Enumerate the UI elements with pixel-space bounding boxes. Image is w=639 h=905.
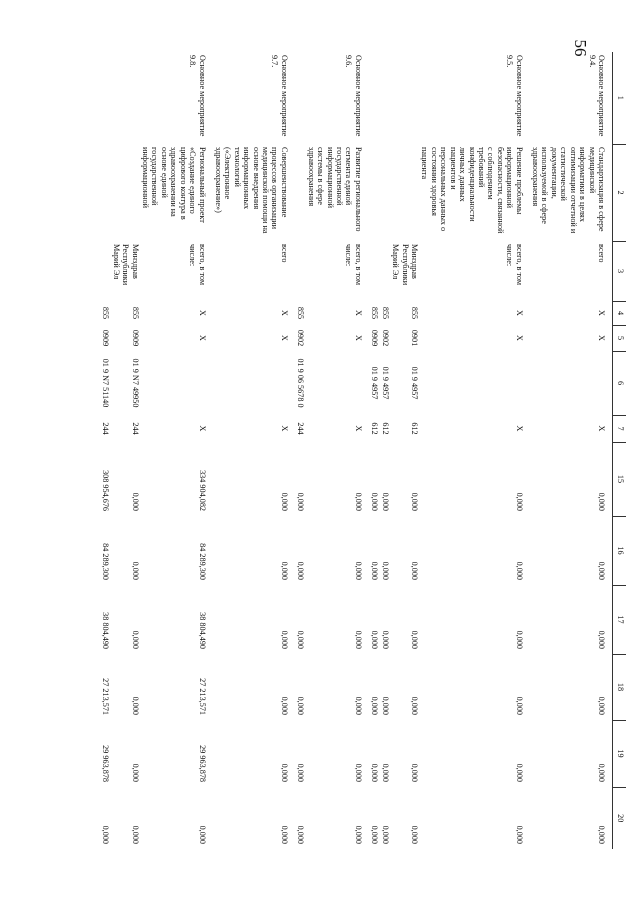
- table-cell: 0,000: [279, 492, 289, 511]
- table-cell: [295, 144, 305, 241]
- table-cell: [369, 52, 379, 144]
- table-cell: 855: [380, 306, 390, 320]
- column-header: 17: [613, 585, 627, 654]
- column-header: 7: [613, 415, 627, 442]
- table-cell: 01 9 4957: [380, 366, 390, 400]
- table-cell: Основное мероприятие 9.4.: [587, 55, 606, 137]
- table-cell: 612: [409, 422, 419, 435]
- table-cell: 0,000: [279, 763, 289, 782]
- column-header: 4: [613, 301, 627, 325]
- table-cell: [100, 241, 110, 301]
- table-cell: X: [597, 335, 606, 341]
- table-cell: 0,000: [514, 492, 524, 511]
- table-cell: 0,000: [279, 561, 289, 580]
- table-cell: 244: [101, 422, 111, 435]
- table-cell: Развитие регионального сегмента единой государственной информационной системы в сфере здравоохранения: [306, 147, 363, 232]
- table-cell: 84 289,300: [101, 543, 111, 580]
- table-cell: 01 9 06 5678 0: [296, 358, 306, 408]
- column-header: 20: [613, 787, 627, 849]
- table-cell: 855: [101, 306, 111, 320]
- table-cell: [390, 52, 419, 144]
- table-cell: X: [353, 425, 363, 432]
- table-cell: 0,000: [597, 696, 606, 715]
- table-row: [110, 52, 139, 849]
- table-cell: 29 963,878: [197, 745, 207, 782]
- table-cell: 38 804,490: [197, 612, 207, 649]
- table-cell: всего, в том числе:: [505, 244, 524, 286]
- table-row: [305, 52, 369, 849]
- table-cell: [100, 52, 110, 144]
- column-header: 19: [613, 720, 627, 787]
- table-cell: 855: [130, 306, 140, 320]
- table-cell: X: [514, 335, 524, 341]
- table-cell: X: [197, 335, 207, 341]
- table-cell: [379, 144, 389, 241]
- table-cell: 334 904,082: [197, 470, 207, 511]
- table-row: [530, 52, 613, 849]
- table-cell: 0,000: [130, 630, 140, 649]
- table-cell: X: [279, 425, 289, 432]
- table-cell: 0,000: [353, 561, 363, 580]
- table-cell: 0,000: [296, 492, 306, 511]
- table-cell: 0902: [296, 329, 306, 347]
- table-cell: 0,000: [353, 696, 363, 715]
- table-cell: [390, 144, 419, 241]
- table-cell: 0,000: [130, 561, 140, 580]
- table-cell: 0,000: [380, 630, 390, 649]
- table-cell: 855: [370, 306, 380, 320]
- table-cell: Основное мероприятие 9.7.: [270, 55, 289, 137]
- table-cell: 855: [296, 306, 306, 320]
- table-cell: 0,000: [514, 825, 524, 844]
- header-row: [613, 52, 627, 849]
- column-header: 6: [613, 351, 627, 415]
- column-header: 18: [613, 654, 627, 720]
- table-row: [213, 52, 295, 849]
- table-cell: X: [514, 310, 524, 316]
- table-cell: 0,000: [296, 696, 306, 715]
- table-cell: X: [597, 310, 606, 316]
- table-cell: 01 9 4957: [409, 366, 419, 400]
- table-cell: 27 213,571: [101, 678, 111, 715]
- table-cell: 0909: [101, 329, 111, 347]
- table-cell: 01 9 N7 51140: [101, 358, 111, 408]
- table-row: [140, 52, 213, 849]
- table-cell: 0,000: [353, 630, 363, 649]
- table-cell: X: [279, 310, 289, 316]
- table-cell: всего, в том числе:: [344, 244, 363, 286]
- table-cell: [369, 144, 379, 241]
- table-cell: Минздрав Республики Марий Эл: [391, 244, 419, 286]
- table-cell: 612: [380, 422, 390, 435]
- table-cell: Региональный проект «Создание единого цифрового контура в здравоохранении на основе единой государственной информационной: [141, 147, 207, 223]
- table-cell: 0,000: [380, 763, 390, 782]
- table-cell: X: [514, 425, 524, 432]
- table-cell: [140, 351, 213, 415]
- table-cell: [379, 52, 389, 144]
- table-cell: 0,000: [409, 696, 419, 715]
- table-cell: 0,000: [597, 492, 606, 511]
- table-cell: 0,000: [296, 825, 306, 844]
- table-cell: 0,000: [514, 763, 524, 782]
- table-cell: всего: [597, 244, 606, 263]
- table-cell: 0,000: [279, 630, 289, 649]
- table-cell: 0,000: [370, 492, 380, 511]
- table-cell: X: [353, 335, 363, 341]
- table-cell: 0,000: [370, 630, 380, 649]
- table-cell: Совершенствование процессов организации медицинской помощи на основе внедрения информационных технологий («Электронное здравоохранение»): [213, 147, 289, 234]
- table-cell: 0,000: [353, 492, 363, 511]
- table-cell: 0,000: [380, 825, 390, 844]
- table-cell: 0,000: [130, 825, 140, 844]
- table-cell: 0,000: [370, 763, 380, 782]
- table-cell: 0,000: [409, 630, 419, 649]
- column-header: 16: [613, 516, 627, 585]
- table-cell: Основное мероприятие 9.8.: [188, 55, 207, 137]
- table-cell: 0,000: [409, 825, 419, 844]
- table-cell: 0,000: [409, 492, 419, 511]
- table-cell: всего: [279, 244, 289, 263]
- table-cell: 0,000: [296, 630, 306, 649]
- table-cell: X: [353, 310, 363, 316]
- table-cell: 0,000: [101, 825, 111, 844]
- table-cell: X: [279, 335, 289, 341]
- table-cell: Стандартизация в сфере медицинской информатики в целях оптимизации отчетной и статистической документации, используемой в сфере здравоохранения: [531, 147, 606, 234]
- table-cell: 244: [130, 422, 140, 435]
- table-cell: 0,000: [597, 561, 606, 580]
- table-cell: 308 954,676: [101, 470, 111, 511]
- table-cell: 0,000: [514, 696, 524, 715]
- table-cell: 0,000: [197, 825, 207, 844]
- table-cell: 0909: [370, 329, 380, 347]
- table-cell: 0,000: [130, 696, 140, 715]
- column-header: 2: [613, 144, 627, 241]
- table-cell: 38 804,490: [101, 612, 111, 649]
- table-cell: 27 213,571: [197, 678, 207, 715]
- table-row: [379, 52, 389, 849]
- table-row: [100, 52, 110, 849]
- table-cell: [110, 52, 139, 144]
- table-cell: 0,000: [130, 492, 140, 511]
- table-cell: [295, 52, 305, 144]
- table-cell: 0,000: [353, 763, 363, 782]
- table-cell: 0,000: [380, 561, 390, 580]
- column-header: 3: [613, 241, 627, 301]
- table-cell: 0902: [380, 329, 390, 347]
- table-cell: [369, 241, 379, 301]
- document-sheet: [101, 52, 626, 849]
- table-cell: [530, 351, 613, 415]
- table-cell: [305, 351, 369, 415]
- table-row: [295, 52, 305, 849]
- table-cell: 0901: [409, 329, 419, 347]
- table-cell: 0,000: [597, 825, 606, 844]
- table-cell: 0,000: [597, 763, 606, 782]
- table-row: [390, 52, 419, 849]
- table-cell: [110, 144, 139, 241]
- table-cell: 0,000: [279, 696, 289, 715]
- table-cell: 0,000: [353, 825, 363, 844]
- table-cell: 0,000: [370, 696, 380, 715]
- table-cell: X: [197, 310, 207, 316]
- table-cell: 855: [409, 306, 419, 320]
- table-cell: 0,000: [380, 492, 390, 511]
- table-cell: 0,000: [130, 763, 140, 782]
- table-cell: 0,000: [380, 696, 390, 715]
- table-cell: Основное мероприятие 9.5.: [505, 55, 524, 137]
- table-cell: 0,000: [370, 825, 380, 844]
- table-cell: 01 9 4957: [370, 366, 380, 400]
- table-cell: 01 9 N7 49950: [130, 358, 140, 408]
- table-cell: 84 289,300: [197, 543, 207, 580]
- table-row: [419, 52, 530, 849]
- table-cell: 612: [370, 422, 380, 435]
- table-cell: 0,000: [409, 561, 419, 580]
- table-cell: X: [197, 425, 207, 432]
- table-cell: 0,000: [514, 630, 524, 649]
- column-header: 15: [613, 442, 627, 516]
- table-cell: 0,000: [279, 825, 289, 844]
- table-cell: Решение проблемы информационной безопасности, связанной с соблюдением требований конфиденциальности личных данных пациентов и персональных данных о состоянии здоровья пациента: [420, 147, 524, 234]
- table-cell: [100, 144, 110, 241]
- column-header: 1: [613, 52, 627, 144]
- budget-table: [100, 52, 626, 849]
- table-cell: 0,000: [296, 561, 306, 580]
- table-cell: 0909: [130, 329, 140, 347]
- table-cell: Основное мероприятие 9.6.: [344, 55, 363, 137]
- table-cell: 0,000: [296, 763, 306, 782]
- page-number: 56: [571, 39, 590, 57]
- table-cell: X: [597, 425, 606, 432]
- table-cell: 29 963,878: [101, 745, 111, 782]
- table-cell: [213, 351, 295, 415]
- table-cell: [419, 351, 530, 415]
- table-cell: [295, 241, 305, 301]
- table-cell: Минздрав Республики Марий Эл: [111, 244, 140, 286]
- table-cell: 0,000: [370, 561, 380, 580]
- table-cell: 0,000: [514, 561, 524, 580]
- table-cell: 244: [296, 422, 306, 435]
- table-row: [369, 52, 379, 849]
- column-header: 5: [613, 325, 627, 351]
- table-cell: всего, в том числе:: [188, 244, 207, 286]
- table-cell: [379, 241, 389, 301]
- table-cell: 0,000: [409, 763, 419, 782]
- table-cell: 0,000: [597, 630, 606, 649]
